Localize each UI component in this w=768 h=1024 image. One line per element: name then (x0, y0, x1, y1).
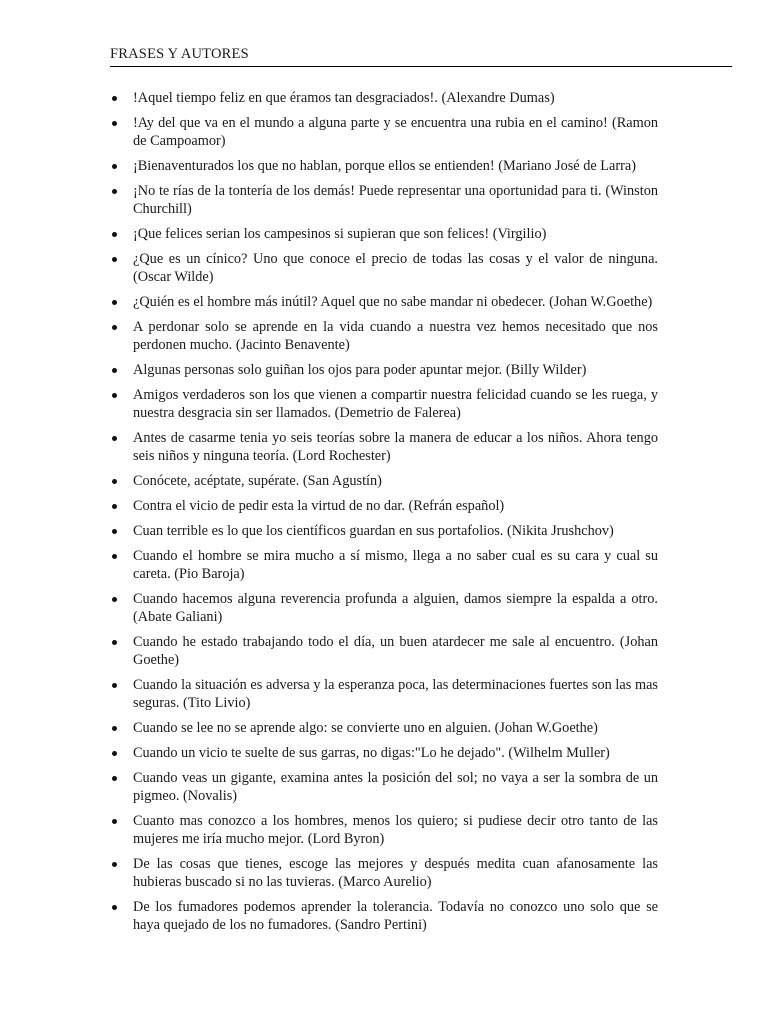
quote-text: Cuando veas un gigante, examina antes la posición del sol; no vaya a ser la sombra de un pigmeo. (Novalis) (133, 770, 658, 804)
quote-text: Amigos verdaderos son los que vienen a compartir nuestra felicidad cuando se les ruega, y nuestra desgracia sin ser llamados. (Demetrio de Falerea) (133, 387, 658, 421)
bullet-icon (112, 905, 117, 910)
bullet-icon (112, 121, 117, 126)
list-item (110, 182, 658, 218)
quote-text: !Aquel tiempo feliz en que éramos tan desgraciados!. (Alexandre Dumas) (133, 90, 555, 106)
bullet-icon (112, 751, 117, 756)
list-item (110, 855, 658, 891)
list-item (110, 293, 658, 311)
bullet-icon (112, 257, 117, 262)
bullet-icon (112, 96, 117, 101)
list-item (110, 547, 658, 583)
quote-text: A perdonar solo se aprende en la vida cuando a nuestra vez hemos necesitado que nos perdonen mucho. (Jacinto Benavente) (133, 319, 658, 353)
bullet-icon (112, 232, 117, 237)
list-item (110, 898, 658, 934)
list-item (110, 361, 658, 379)
bullet-icon (112, 393, 117, 398)
list-item (110, 676, 658, 712)
list-item (110, 429, 658, 465)
list-item (110, 89, 658, 107)
quote-text: !Ay del que va en el mundo a alguna parte y se encuentra una rubia en el camino! (Ramon de Campoamor) (133, 115, 658, 149)
quote-text: Conócete, acéptate, supérate. (San Agustín) (133, 473, 382, 489)
bullet-icon (112, 479, 117, 484)
quote-text: Cuando la situación es adversa y la esperanza poca, las determinaciones fuertes son las mas seguras. (Tito Livio) (133, 677, 658, 711)
quote-text: Cuando hacemos alguna reverencia profunda a alguien, damos siempre la espalda a otro. (Abate Galiani) (133, 591, 658, 625)
bullet-icon (112, 640, 117, 645)
quote-text: De las cosas que tienes, escoge las mejores y después medita cuan afanosamente las hubieras buscado si no las tuvieras. (Marco Aurelio) (133, 856, 658, 890)
quote-text: Cuando el hombre se mira mucho a sí mismo, llega a no saber cual es su cara y cual su careta. (Pio Baroja) (133, 548, 658, 582)
quote-text: Algunas personas solo guiñan los ojos para poder apuntar mejor. (Billy Wilder) (133, 362, 587, 378)
list-item (110, 386, 658, 422)
list-item (110, 769, 658, 805)
quote-text: De los fumadores podemos aprender la tolerancia. Todavía no conozco uno solo que se haya quejado de los no fumadores. (Sandro Pertini) (133, 899, 658, 933)
list-item (110, 157, 658, 175)
bullet-icon (112, 554, 117, 559)
list-item (110, 250, 658, 286)
list-item (110, 812, 658, 848)
quote-list (110, 89, 658, 941)
list-item (110, 719, 658, 737)
quote-text: Cuan terrible es lo que los científicos guardan en sus portafolios. (Nikita Jrushchov) (133, 523, 614, 539)
list-item (110, 497, 658, 515)
bullet-icon (112, 597, 117, 602)
bullet-icon (112, 726, 117, 731)
bullet-icon (112, 164, 117, 169)
bullet-icon (112, 862, 117, 867)
list-item (110, 318, 658, 354)
quote-text: ¡No te rías de la tontería de los demás! Puede representar una oportunidad para ti. (Winston Churchill) (133, 183, 658, 217)
quote-text: ¿Que es un cínico? Uno que conoce el precio de todas las cosas y el valor de ninguna. (Oscar Wilde) (133, 251, 658, 285)
bullet-icon (112, 529, 117, 534)
quote-text: Cuando un vicio te suelte de sus garras, no digas:"Lo he dejado". (Wilhelm Muller) (133, 745, 610, 761)
page-header (110, 44, 732, 67)
quote-text: Antes de casarme tenia yo seis teorías sobre la manera de educar a los niños. Ahora tengo seis niños y ninguna teoría. (Lord Rochester) (133, 430, 658, 464)
list-item (110, 590, 658, 626)
quote-text: Cuando se lee no se aprende algo: se convierte uno en alguien. (Johan W.Goethe) (133, 720, 598, 736)
quote-text: ¡Bienaventurados los que no hablan, porque ellos se entienden! (Mariano José de Larra) (133, 158, 637, 174)
page-title: FRASES Y AUTORES (110, 46, 249, 62)
bullet-icon (112, 300, 117, 305)
bullet-icon (112, 504, 117, 509)
bullet-icon (112, 325, 117, 330)
list-item (110, 744, 658, 762)
quote-text: Contra el vicio de pedir esta la virtud de no dar. (Refrán español) (133, 498, 505, 514)
list-item (110, 114, 658, 150)
list-item (110, 225, 658, 243)
quote-text: ¿Quién es el hombre más inútil? Aquel que no sabe mandar ni obedecer. (Johan W.Goethe) (133, 294, 653, 310)
bullet-icon (112, 683, 117, 688)
list-item (110, 472, 658, 490)
bullet-icon (112, 819, 117, 824)
quote-text: Cuanto mas conozco a los hombres, menos los quiero; si pudiese decir otro tanto de las mujeres me iría mucho mejor. (Lord Byron) (133, 813, 658, 847)
bullet-icon (112, 436, 117, 441)
list-item (110, 522, 658, 540)
bullet-icon (112, 368, 117, 373)
bullet-icon (112, 776, 117, 781)
quote-text: Cuando he estado trabajando todo el día, un buen atardecer me sale al encuentro. (Johan Goethe) (133, 634, 658, 668)
bullet-icon (112, 189, 117, 194)
quote-text: ¡Que felices serian los campesinos si supieran que son felices! (Virgilio) (133, 226, 547, 242)
list-item (110, 633, 658, 669)
